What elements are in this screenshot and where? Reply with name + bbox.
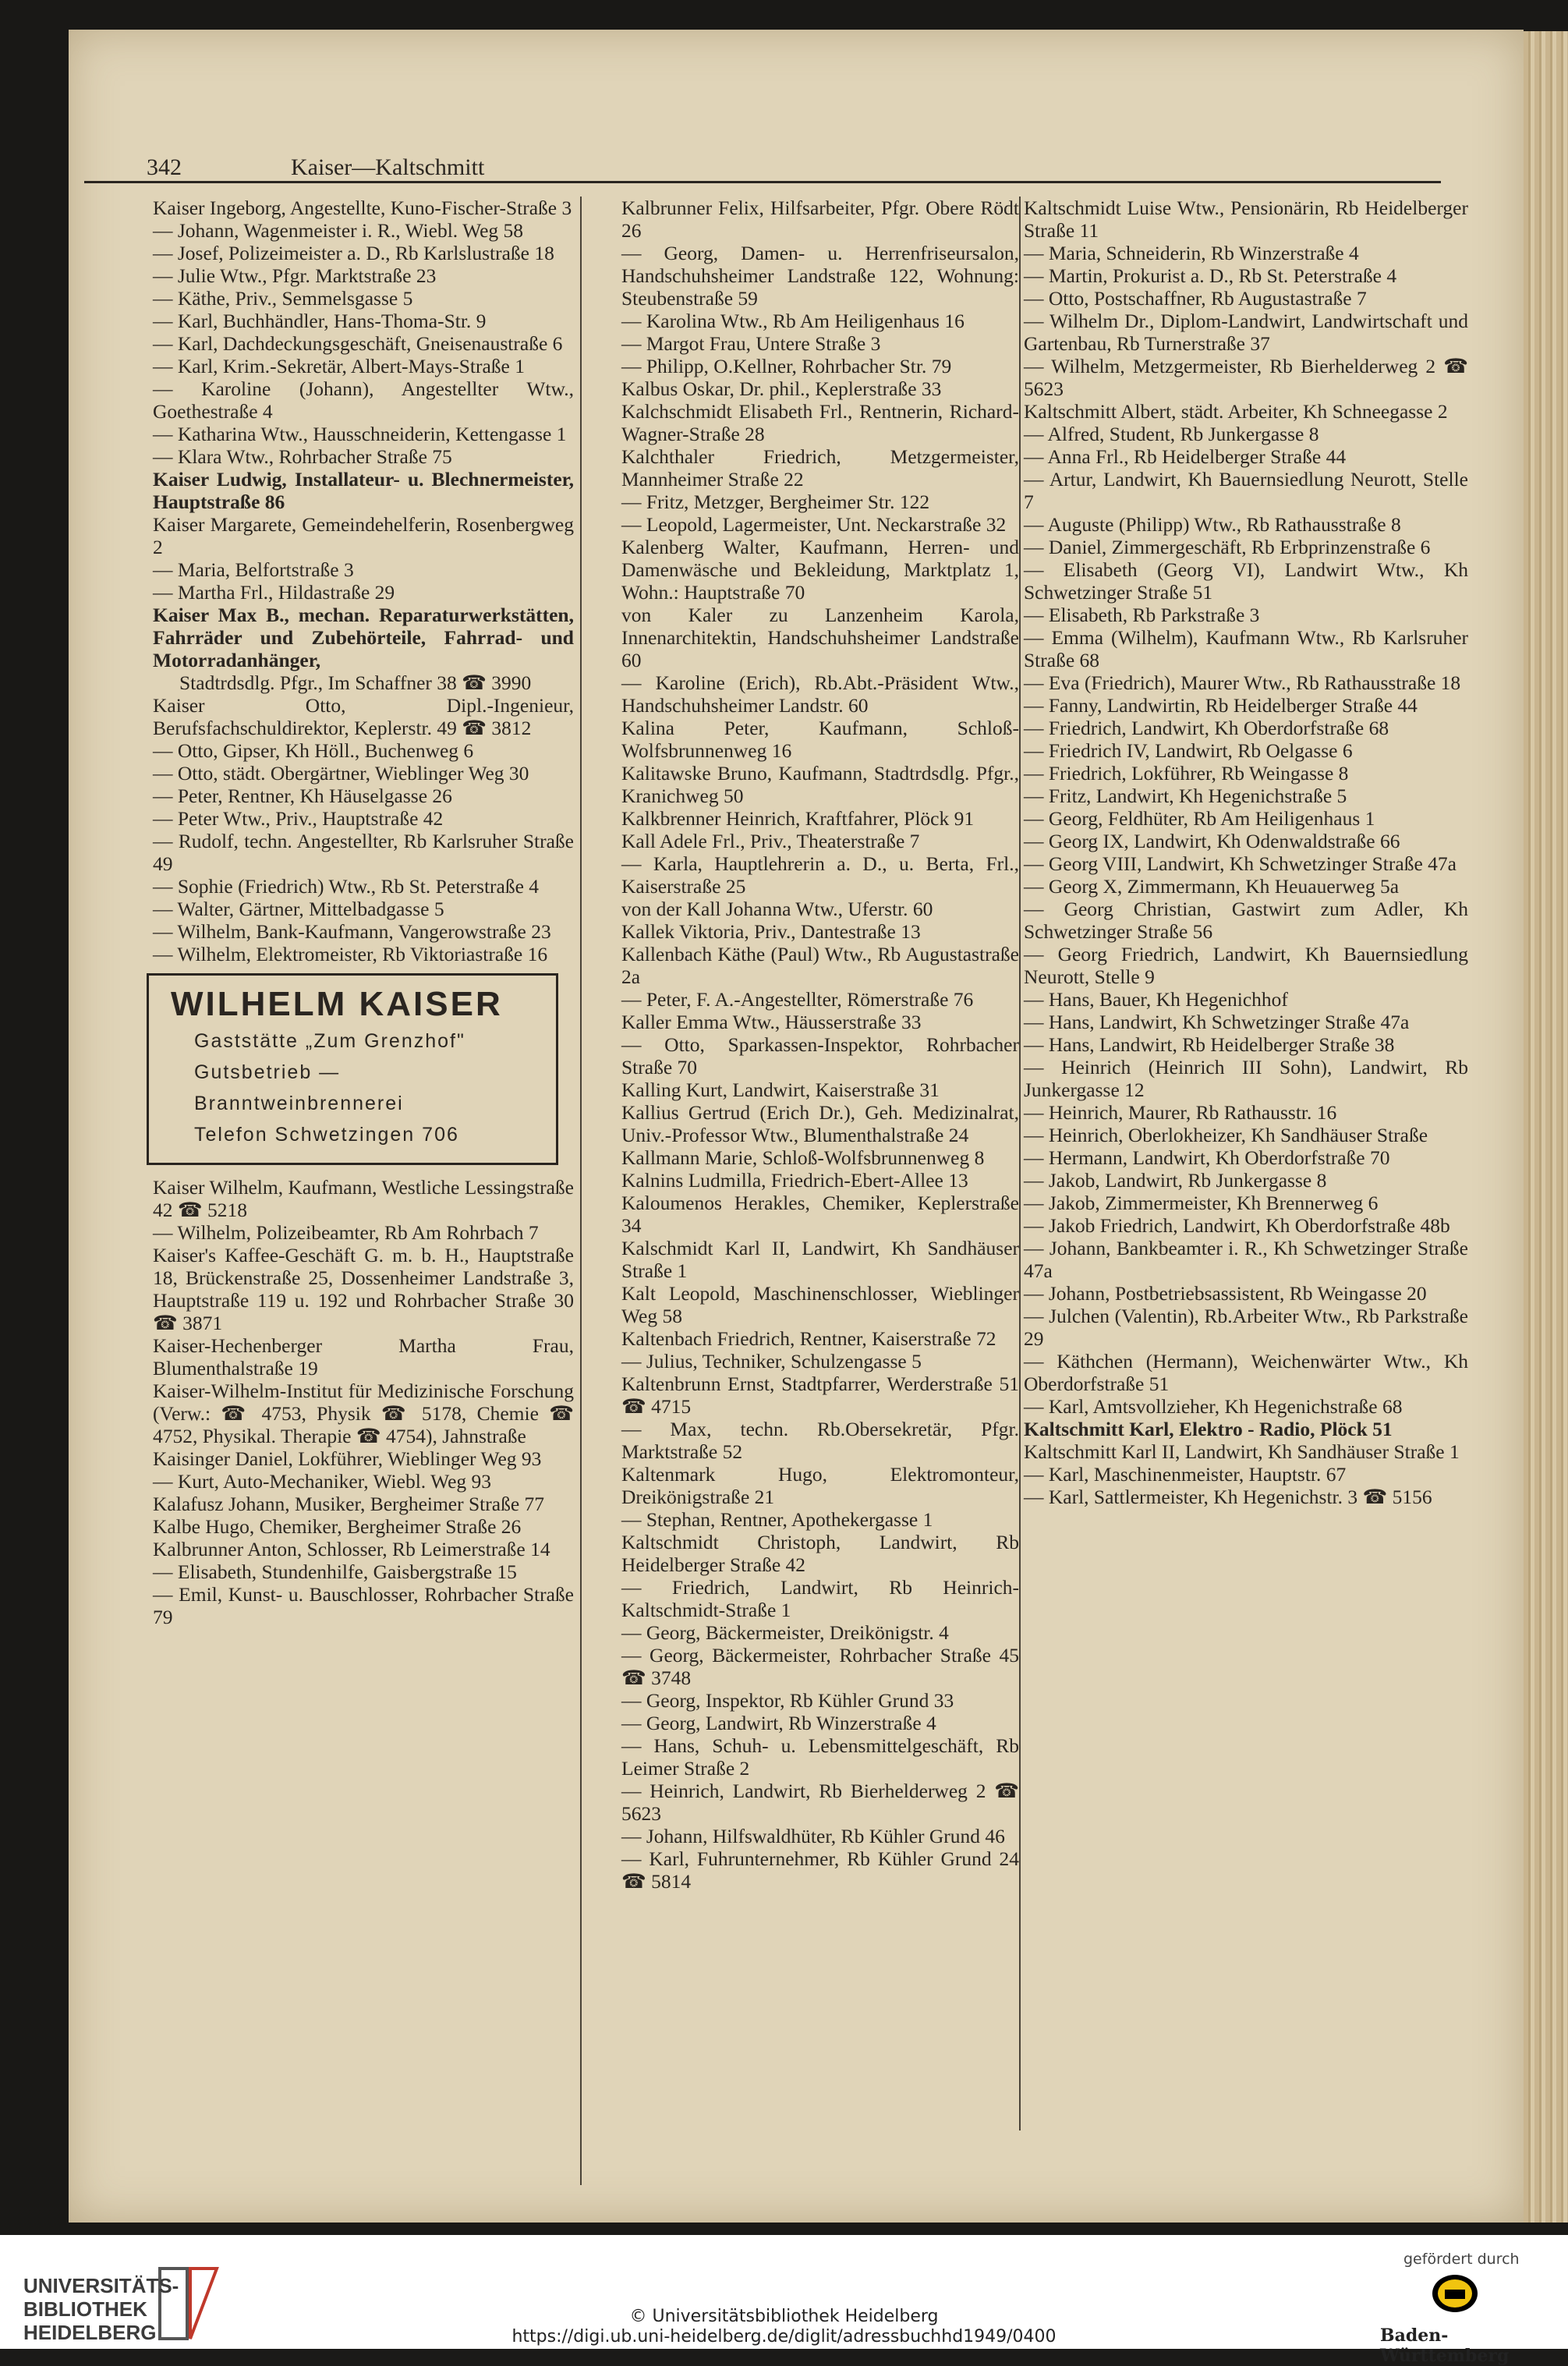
directory-entry: — Klara Wtw., Rohrbacher Straße 75 (153, 445, 452, 468)
directory-entry: Kalchschmidt Elisabeth Frl., Rentnerin, Richard-Wagner-Straße 28 (621, 400, 1019, 445)
advert-line: Gaststätte „Zum Grenzhof" (194, 1030, 465, 1052)
directory-entry: — Eva (Friedrich), Maurer Wtw., Rb Rathausstraße 18 (1024, 671, 1461, 694)
directory-entry: — Martha Frl., Hildastraße 29 (153, 581, 395, 604)
funder-name: Baden-Württemberg (1380, 2325, 1510, 2366)
advert-line: Telefon Schwetzingen 706 (194, 1124, 459, 1146)
directory-entry: Kaiser Ingeborg, Angestellte, Kuno-Fischer-Straße 3 (153, 197, 572, 219)
directory-entry: — Katharina Wtw., Hausschneiderin, Kettengasse 1 (153, 423, 567, 445)
directory-entry: Kaltenbach Friedrich, Rentner, Kaiserstraße 72 (621, 1327, 996, 1350)
directory-entry: — Karolina Wtw., Rb Am Heiligenhaus 16 (621, 310, 965, 332)
directory-entry: — Julie Wtw., Pfgr. Marktstraße 23 (153, 264, 437, 287)
directory-entry: Kallius Gertrud (Erich Dr.), Geh. Medizinalrat, Univ.-Professor Wtw., Blumenthalstraße 24 (621, 1101, 1019, 1146)
library-name-line: HEIDELBERG (23, 2321, 157, 2344)
directory-entry: — Otto, Postschaffner, Rb Augustastraße 7 (1024, 287, 1367, 310)
directory-entry: — Karl, Buchhändler, Hans-Thoma-Str. 9 (153, 310, 487, 332)
directory-entry: — Georg IX, Landwirt, Kh Odenwaldstraße 66 (1024, 830, 1400, 852)
page-header (84, 94, 1441, 183)
directory-entry: Kalbe Hugo, Chemiker, Bergheimer Straße 26 (153, 1515, 522, 1538)
page-number: 342 (147, 154, 182, 180)
directory-entry: — Peter, Rentner, Kh Häuselgasse 26 (153, 785, 452, 807)
directory-entry: — Leopold, Lagermeister, Unt. Neckarstraße 32 (621, 513, 1007, 536)
directory-entry: — Karl, Maschinenmeister, Hauptstr. 67 (1024, 1463, 1347, 1486)
directory-entry: — Peter, F. A.-Angestellter, Römerstraße 76 (621, 988, 974, 1011)
directory-entry: — Alfred, Student, Rb Junkergasse 8 (1024, 423, 1319, 445)
directory-entry: — Margot Frau, Untere Straße 3 (621, 332, 881, 355)
directory-entry: — Kurt, Auto-Mechaniker, Wiebl. Weg 93 (153, 1470, 492, 1493)
directory-entry: — Hermann, Landwirt, Kh Oberdorfstraße 70 (1024, 1146, 1390, 1169)
directory-entry: — Georg, Damen- u. Herrenfriseursalon, Handschuhsheimer Landstraße 122, Wohnung: Steubenstraße 59 (621, 242, 1019, 310)
directory-entry: — Peter Wtw., Priv., Hauptstraße 42 (153, 807, 444, 830)
directory-entry: Kalina Peter, Kaufmann, Schloß-Wolfsbrunnenweg 16 (621, 717, 1019, 762)
directory-entry: Kaller Emma Wtw., Häusserstraße 33 (621, 1011, 922, 1033)
directory-entry: — Fritz, Landwirt, Kh Hegenichstraße 5 (1024, 785, 1347, 807)
directory-entry: Stadtrdsdlg. Pfgr., Im Schaffner 38 ☎ 3990 (179, 671, 532, 694)
directory-entry: — Elisabeth, Rb Parkstraße 3 (1024, 604, 1260, 626)
advert-line: Gutsbetrieb — Branntweinbrennerei (194, 1061, 404, 1114)
directory-entry: — Elisabeth (Georg VI), Landwirt Wtw., Kh Schwetzinger Straße 51 (1024, 558, 1468, 604)
directory-entry: — Karl, Dachdeckungsgeschäft, Gneisenaustraße 6 (153, 332, 563, 355)
directory-entry: — Käthchen (Hermann), Weichenwärter Wtw., Kh Oberdorfstraße 51 (1024, 1350, 1468, 1395)
directory-entry: — Josef, Polizeimeister a. D., Rb Karlslustraße 18 (153, 242, 554, 264)
directory-entry: — Maria, Belfortstraße 3 (153, 558, 354, 581)
directory-entry: Kaiser-Hechenberger Martha Frau, Blumenthalstraße 19 (153, 1334, 574, 1380)
directory-entry: — Johann, Postbetriebsassistent, Rb Weingasse 20 (1024, 1282, 1427, 1305)
directory-entry: — Otto, Gipser, Kh Höll., Buchenweg 6 (153, 739, 474, 762)
directory-entry: — Wilhelm, Polizeibeamter, Rb Am Rohrbach 7 (153, 1221, 539, 1244)
copyright-notice: © Universitätsbibliothek Heidelberg (629, 2307, 939, 2326)
directory-entry: — Wilhelm Dr., Diplom-Landwirt, Landwirtschaft und Gartenbau, Rb Turnerstraße 37 (1024, 310, 1468, 355)
directory-entry: — Fritz, Metzger, Bergheimer Str. 122 (621, 491, 930, 513)
directory-entry: Kaiser-Wilhelm-Institut für Medizinische Forschung (Verw.: ☎ 4753, Physik ☎ 5178, Chemie ☎ 4752, Physikal. Therapie ☎ 4754), Jahnstraße (153, 1380, 574, 1447)
directory-entry: — Georg VIII, Landwirt, Kh Schwetzinger Straße 47a (1024, 852, 1457, 875)
directory-column-2 (621, 197, 1019, 1893)
directory-entry: — Heinrich, Oberlokheizer, Kh Sandhäuser Straße (1024, 1124, 1428, 1146)
directory-entry: Kaiser Ludwig, Installateur- u. Blechnermeister, Hauptstraße 86 (153, 468, 574, 513)
directory-entry: — Walter, Gärtner, Mittelbadgasse 5 (153, 898, 444, 920)
directory-entry: — Jakob, Zimmermeister, Kh Brennerweg 6 (1024, 1192, 1379, 1214)
directory-entry: Kalbrunner Felix, Hilfsarbeiter, Pfgr. Obere Rödt 26 (621, 197, 1019, 242)
directory-entry: — Friedrich, Landwirt, Kh Oberdorfstraße 68 (1024, 717, 1389, 739)
permalink-url[interactable]: https://digi.ub.uni-heidelberg.de/diglit/adressbuchhd1949/0400 (511, 2327, 1057, 2347)
directory-column-3 (1024, 197, 1468, 1508)
directory-entry: — Daniel, Zimmergeschäft, Rb Erbprinzenstraße 6 (1024, 536, 1431, 558)
directory-entry: — Johann, Wagenmeister i. R., Wiebl. Weg 58 (153, 219, 524, 242)
directory-entry: — Maria, Schneiderin, Rb Winzerstraße 4 (1024, 242, 1359, 264)
directory-entry: — Stephan, Rentner, Apothekergasse 1 (621, 1508, 933, 1531)
state-crest-icon (1431, 2272, 1479, 2315)
directory-entry: — Johann, Hilfswaldhüter, Rb Kühler Grund 46 (621, 1825, 1005, 1847)
directory-entry: — Georg, Feldhüter, Rb Am Heiligenhaus 1 (1024, 807, 1375, 830)
directory-entry: — Karla, Hauptlehrerin a. D., u. Berta, Frl., Kaiserstraße 25 (621, 852, 1019, 898)
directory-entry: — Käthe, Priv., Semmelsgasse 5 (153, 287, 413, 310)
directory-entry: — Friedrich, Landwirt, Rb Heinrich-Kaltschmidt-Straße 1 (621, 1576, 1019, 1621)
directory-entry: Kalbrunner Anton, Schlosser, Rb Leimerstraße 14 (153, 1538, 550, 1560)
directory-entry: Kall Adele Frl., Priv., Theaterstraße 7 (621, 830, 920, 852)
directory-entry: — Anna Frl., Rb Heidelberger Straße 44 (1024, 445, 1347, 468)
advert-name: WILHELM KAISER (171, 985, 503, 1023)
directory-entry: — Georg Friedrich, Landwirt, Kh Bauernsiedlung Neurott, Stelle 9 (1024, 943, 1468, 988)
funded-by-label: gefördert durch (1403, 2251, 1520, 2268)
directory-entry: Kalnins Ludmilla, Friedrich-Ebert-Allee 13 (621, 1169, 968, 1192)
directory-entry: — Hans, Landwirt, Kh Schwetzinger Straße 47a (1024, 1011, 1410, 1033)
directory-entry: Kalafusz Johann, Musiker, Bergheimer Straße 77 (153, 1493, 545, 1515)
directory-entry: — Karoline (Erich), Rb.Abt.-Präsident Wtw., Handschuhsheimer Landstr. 60 (621, 671, 1019, 717)
directory-entry: — Sophie (Friedrich) Wtw., Rb St. Peterstraße 4 (153, 875, 540, 898)
directory-entry: von Kaler zu Lanzenheim Karola, Innenarchitektin, Handschuhsheimer Landstraße 60 (621, 604, 1019, 671)
directory-entry: — Wilhelm, Metzgermeister, Rb Bierhelderweg 2 ☎ 5623 (1024, 355, 1468, 400)
directory-entry: — Georg X, Zimmermann, Kh Heuauerweg 5a (1024, 875, 1400, 898)
directory-entry: Kalt Leopold, Maschinenschlosser, Wieblinger Weg 58 (621, 1282, 1019, 1327)
directory-entry: — Georg, Bäckermeister, Rohrbacher Straße 45 ☎ 3748 (621, 1644, 1019, 1689)
directory-entry: Kalchthaler Friedrich, Metzgermeister, Mannheimer Straße 22 (621, 445, 1019, 491)
directory-entry: — Wilhelm, Elektromeister, Rb Viktoriastraße 16 (153, 943, 548, 965)
directory-entry: von der Kall Johanna Wtw., Uferstr. 60 (621, 898, 933, 920)
directory-entry: — Julchen (Valentin), Rb.Arbeiter Wtw., Rb Parkstraße 29 (1024, 1305, 1468, 1350)
directory-entry: — Heinrich, Landwirt, Rb Bierhelderweg 2 ☎ 5623 (621, 1780, 1019, 1825)
directory-entry: Kallmann Marie, Schloß-Wolfsbrunnenweg 8 (621, 1146, 985, 1169)
directory-entry: — Georg, Inspektor, Rb Kühler Grund 33 (621, 1689, 954, 1712)
directory-entry: Kaiser Max B., mechan. Reparaturwerkstätten, Fahrräder und Zubehörteile, Fahrrad- und Motorradanhänger, (153, 604, 574, 671)
viewer-footer (0, 2235, 1568, 2366)
directory-entry: — Otto, Sparkassen-Inspektor, Rohrbacher Straße 70 (621, 1033, 1019, 1079)
directory-entry: Kaltenbrunn Ernst, Stadtpfarrer, Werderstraße 51 ☎ 4715 (621, 1372, 1019, 1418)
advertisement-box (147, 973, 558, 1165)
directory-entry: — Emil, Kunst- u. Bauschlosser, Rohrbacher Straße 79 (153, 1583, 574, 1628)
directory-entry: — Otto, städt. Obergärtner, Wieblinger Weg 30 (153, 762, 529, 785)
directory-entry: — Hans, Bauer, Kh Hegenichhof (1024, 988, 1288, 1011)
directory-entry: — Friedrich, Lokführer, Rb Weingasse 8 (1024, 762, 1349, 785)
adjacent-page-edge (1524, 31, 1568, 2223)
directory-entry: — Fanny, Landwirtin, Rb Heidelberger Straße 44 (1024, 694, 1418, 717)
directory-entry: — Georg, Landwirt, Rb Winzerstraße 4 (621, 1712, 936, 1734)
library-name-line: BIBLIOTHEK (23, 2297, 147, 2321)
directory-entry: — Philipp, O.Kellner, Rohrbacher Str. 79 (621, 355, 952, 377)
running-title: Kaiser—Kaltschmitt (291, 154, 485, 180)
directory-column-1 (153, 197, 574, 1628)
directory-entry: — Jakob Friedrich, Landwirt, Kh Oberdorfstraße 48b (1024, 1214, 1450, 1237)
directory-entry: Kalbus Oskar, Dr. phil., Keplerstraße 33 (621, 377, 942, 400)
directory-entry: Kaloumenos Herakles, Chemiker, Keplerstraße 34 (621, 1192, 1019, 1237)
directory-entry: — Emma (Wilhelm), Kaufmann Wtw., Rb Karlsruher Straße 68 (1024, 626, 1468, 671)
directory-entry: — Elisabeth, Stundenhilfe, Gaisbergstraße 15 (153, 1560, 517, 1583)
directory-entry: Kalling Kurt, Landwirt, Kaiserstraße 31 (621, 1079, 940, 1101)
directory-entry: — Heinrich (Heinrich III Sohn), Landwirt, Rb Junkergasse 12 (1024, 1056, 1468, 1101)
column-divider (1019, 197, 1021, 2130)
directory-entry: — Karoline (Johann), Angestellter Wtw., Goethestraße 4 (153, 377, 574, 423)
directory-entry: — Max, techn. Rb.Obersekretär, Pfgr. Marktstraße 52 (621, 1418, 1019, 1463)
directory-entry: Kaiser's Kaffee-Geschäft G. m. b. H., Hauptstraße 18, Brückenstraße 25, Dossenheimer Landstraße 3, Hauptstraße 119 u. 192 und Rohrbacher Straße 30 ☎ 3871 (153, 1244, 574, 1334)
directory-entry: — Georg, Bäckermeister, Dreikönigstr. 4 (621, 1621, 949, 1644)
directory-entry: Kaiser Margarete, Gemeindehelferin, Rosenbergweg 2 (153, 513, 574, 558)
library-name-line: UNIVERSITÄTS- (23, 2274, 179, 2297)
directory-entry: — Karl, Sattlermeister, Kh Hegenichstr. 3 ☎ 5156 (1024, 1486, 1432, 1508)
column-divider (580, 197, 582, 2185)
directory-entry: Kaisinger Daniel, Lokführer, Wieblinger Weg 93 (153, 1447, 542, 1470)
directory-entry: — Hans, Schuh- u. Lebensmittelgeschäft, Rb Leimer Straße 2 (621, 1734, 1019, 1780)
directory-entry: Kaltenmark Hugo, Elektromonteur, Dreikönigstraße 21 (621, 1463, 1019, 1508)
directory-entry: Kaltschmitt Albert, städt. Arbeiter, Kh Schneegasse 2 (1024, 400, 1448, 423)
directory-entry: — Karl, Amtsvollzieher, Kh Hegenichstraße 68 (1024, 1395, 1403, 1418)
directory-entry: — Artur, Landwirt, Kh Bauernsiedlung Neurott, Stelle 7 (1024, 468, 1468, 513)
directory-entry: — Wilhelm, Bank-Kaufmann, Vangerowstraße 23 (153, 920, 551, 943)
directory-entry: — Martin, Prokurist a. D., Rb St. Peterstraße 4 (1024, 264, 1397, 287)
directory-entry: Kalenberg Walter, Kaufmann, Herren- und Damenwäsche und Bekleidung, Marktplatz 1, Wohn.: Hauptstraße 70 (621, 536, 1019, 604)
directory-entry: — Johann, Bankbeamter i. R., Kh Schwetzinger Straße 47a (1024, 1237, 1468, 1282)
directory-entry: — Jakob, Landwirt, Rb Junkergasse 8 (1024, 1169, 1327, 1192)
directory-entry: — Karl, Krim.-Sekretär, Albert-Mays-Straße 1 (153, 355, 525, 377)
directory-entry: Kaltschmidt Luise Wtw., Pensionärin, Rb Heidelberger Straße 11 (1024, 197, 1468, 242)
directory-entry: — Rudolf, techn. Angestellter, Rb Karlsruher Straße 49 (153, 830, 574, 875)
directory-entry: Kallek Viktoria, Priv., Dantestraße 13 (621, 920, 921, 943)
directory-entry: Kaltschmitt Karl II, Landwirt, Kh Sandhäuser Straße 1 (1024, 1440, 1460, 1463)
directory-entry: Kaiser Otto, Dipl.-Ingenieur, Berufsfachschuldirektor, Keplerstr. 49 ☎ 3812 (153, 694, 574, 739)
directory-entry: — Heinrich, Maurer, Rb Rathausstr. 16 (1024, 1101, 1337, 1124)
directory-entry: — Hans, Landwirt, Rb Heidelberger Straße 38 (1024, 1033, 1395, 1056)
directory-entry: — Friedrich IV, Landwirt, Rb Oelgasse 6 (1024, 739, 1353, 762)
directory-entry: Kalschmidt Karl II, Landwirt, Kh Sandhäuser Straße 1 (621, 1237, 1019, 1282)
directory-entry: Kaltschmidt Christoph, Landwirt, Rb Heidelberger Straße 42 (621, 1531, 1019, 1576)
directory-entry: — Auguste (Philipp) Wtw., Rb Rathausstraße 8 (1024, 513, 1401, 536)
directory-entry: Kaltschmitt Karl, Elektro - Radio, Plöck 51 (1024, 1418, 1393, 1440)
directory-entry: — Julius, Techniker, Schulzengasse 5 (621, 1350, 922, 1372)
directory-entry: Kalkbrenner Heinrich, Kraftfahrer, Plöck 91 (621, 807, 975, 830)
directory-entry: Kaiser Wilhelm, Kaufmann, Westliche Lessingstraße 42 ☎ 5218 (153, 1176, 574, 1221)
directory-entry: Kallenbach Käthe (Paul) Wtw., Rb Augustastraße 2a (621, 943, 1019, 988)
directory-entry: — Karl, Fuhrunternehmer, Rb Kühler Grund 24 ☎ 5814 (621, 1847, 1019, 1893)
directory-entry: Kalitawske Bruno, Kaufmann, Stadtrdsdlg. Pfgr., Kranichweg 50 (621, 762, 1019, 807)
directory-entry: — Georg Christian, Gastwirt zum Adler, Kh Schwetzinger Straße 56 (1024, 898, 1468, 943)
